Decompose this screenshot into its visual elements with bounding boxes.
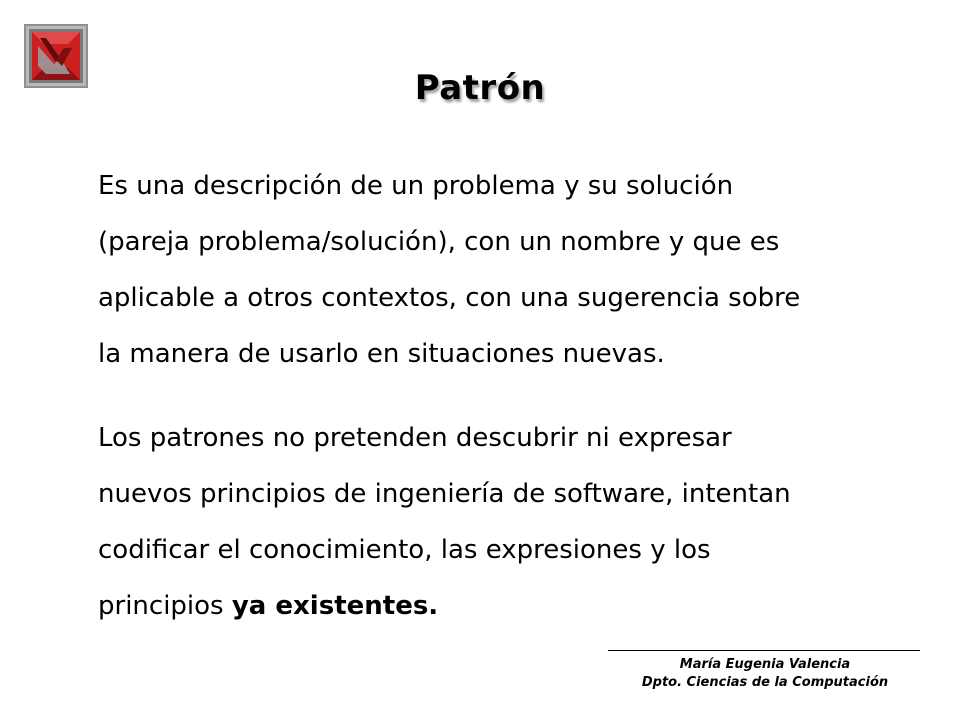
purpose-line: nuevos principios de ingeniería de software, intentan [98, 479, 791, 509]
emphasis-text: ya existentes. [231, 591, 439, 621]
purpose-line: codificar el conocimiento, las expresiones y los [98, 535, 711, 565]
purpose-paragraph [98, 410, 918, 634]
definition-line: Es una descripción de un problema y su solución [98, 171, 734, 201]
definition-line: aplicable a otros contextos, con una sugerencia sobre [98, 283, 801, 313]
footer-divider [608, 650, 920, 651]
definition-line: (pareja problema/solución), con un nombre y que es [98, 227, 780, 257]
definition-line: la manera de usarlo en situaciones nuevas. [98, 339, 665, 369]
purpose-line: Los patrones no pretenden descubrir ni expresar [98, 423, 732, 453]
definition-paragraph [98, 158, 918, 382]
footer-author: María Eugenia Valencia [679, 657, 851, 672]
slide-title: Patrón [414, 68, 546, 108]
purpose-line-prefix: principios [98, 591, 232, 621]
footer-department: Dpto. Ciencias de la Computación [641, 675, 889, 690]
